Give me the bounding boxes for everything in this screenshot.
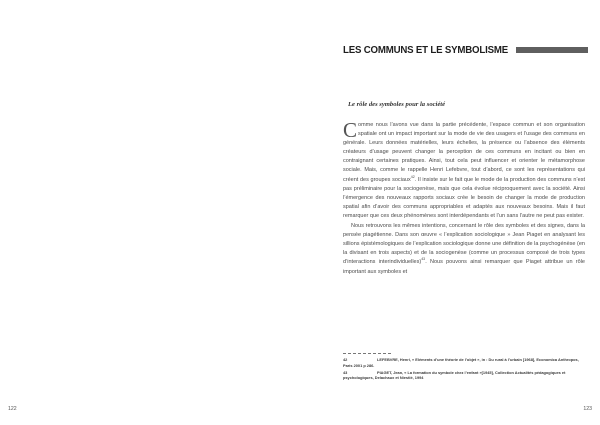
paragraph-1-text: omme nous l’avons vue dans la partie précédente, l’espace commun et son organisation spatiale ont un impact important sur la mode de vie des usagers et l’usage des communs en générale. Leurs données matérielles, leurs échelles, la présence ou l’absence des éléments créateurs d’usage peuvent changer la perception de ces communs en incitant ou bien en contraignant certaines pratiques. Ainsi, tout cela peut influencer et orienter le métamorphose sociale. Mais, comme le rappelle Henri Lefebvre, tout d’abord, ce sont les représentations qui créent des groupes sociaux	[343, 122, 585, 183]
footnotes	[343, 357, 585, 382]
footnote-42	[343, 357, 585, 369]
page-number-right: 123	[583, 406, 592, 412]
paragraph-1-text-continued: . Il insiste sur le fait que le mode de la production des communs n’est pas préliminaire pour la sociogenèse, mais que cela évolue réciproquement avec la société. Ainsi l’émergence des nouveaux rapports sociaux crée le besoin de changer la mode de production spatial afin d’avoir des communs appropriables et adaptés aux nouveaux besoins. Mais il faut remarquer que ces deux phénomènes sont interdépendants et l’un sans l’autre ne peut pas exister.	[343, 176, 585, 219]
right-page	[300, 0, 600, 425]
footnote-number: 42	[343, 357, 348, 362]
section-subtitle: Le rôle des symboles pour la société	[348, 101, 446, 108]
paragraph-2-text-continued: . Nous pouvons ainsi remarquer que Piaget attribue un rôle important aux symboles et	[343, 259, 585, 275]
footnote-ref-43[interactable]: 43	[421, 257, 426, 262]
footnote-text: LEFEBVRE, Henri, « Eléments d’une théorie de l’objet », in : Du rural à l’urbain [1968], Economica Anthropos, Paris 2001 p 286.	[343, 357, 579, 368]
chapter-header	[343, 43, 588, 57]
footnote-43	[343, 370, 585, 382]
drop-cap: C	[343, 118, 358, 142]
footnote-text: PIAGET, Jean, « La formation du symbole chez l’enfant »[1945], Collection Actualités pédagogiques et psychologiques, Delachaux et Niestlé, 1994	[343, 369, 566, 381]
paragraph-1	[343, 118, 585, 221]
chapter-title: LES COMMUNS ET LE SYMBOLISME	[343, 44, 508, 56]
chapter-title-rule	[516, 47, 588, 53]
footnote-number: 43	[343, 369, 348, 375]
paragraph-2	[343, 222, 585, 277]
page-number-left: 122	[8, 406, 17, 412]
body-text	[343, 118, 585, 277]
footnote-separator	[343, 353, 391, 354]
footnote-ref-42[interactable]: 42	[410, 174, 415, 179]
paragraph-2-text: Nous retrouvons les mêmes intentions, concernant le rôle des symboles et des signes, dans la pensée piagétienne. Dans son œuvre « l’explication sociologique » Jean Piaget en analysant les sillions épistémologiques de l’explication sociologique donne une définition de la psychogénèse (en la divisant en trois aspects) et de la sociogenèse (comme un processus composé de trois types d’interactions interindividuelles)	[343, 223, 585, 266]
